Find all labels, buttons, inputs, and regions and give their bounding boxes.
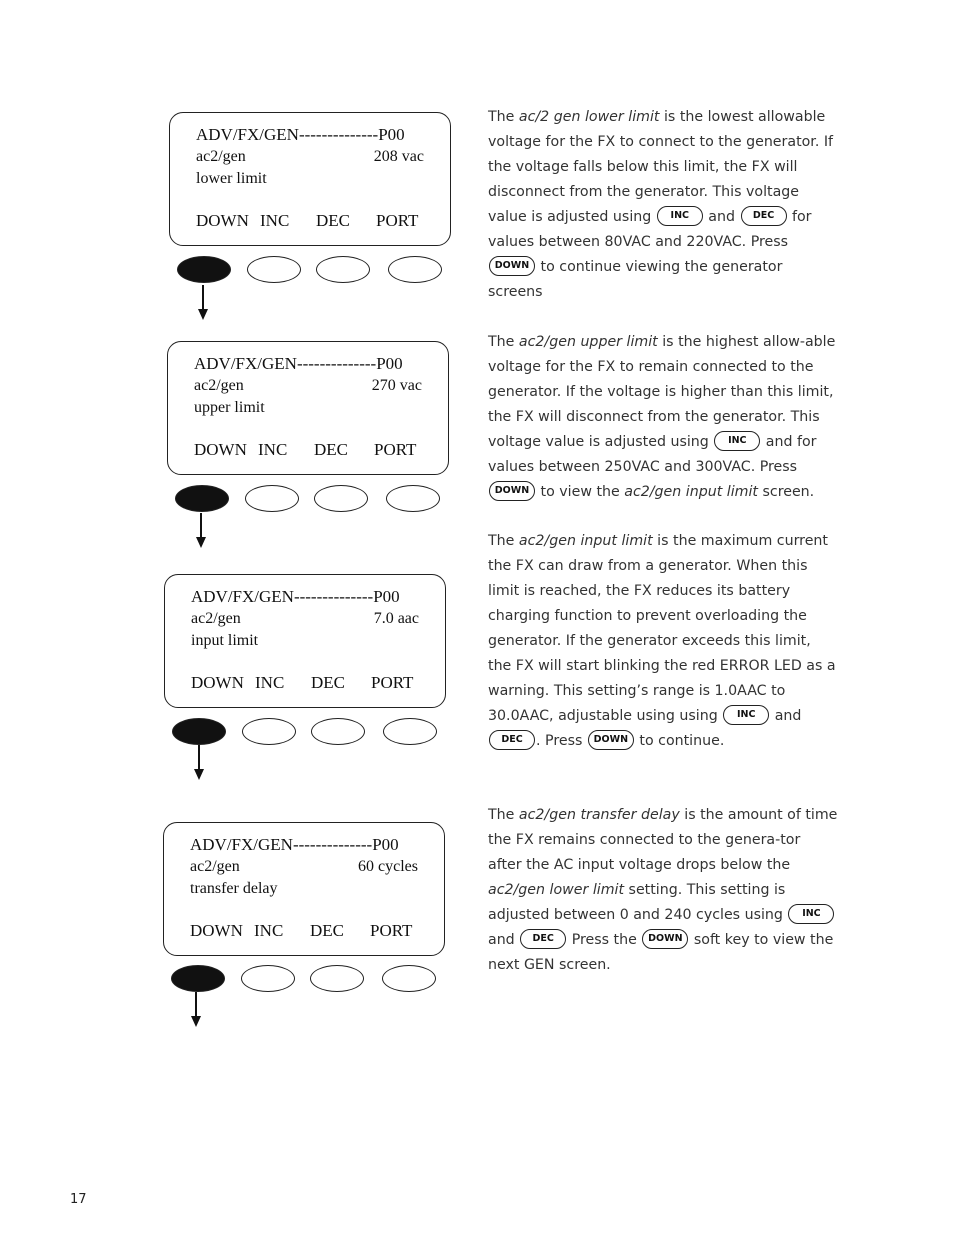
term: ac2/gen upper limit <box>518 334 658 350</box>
softkey-down-button[interactable] <box>171 965 225 992</box>
softkey-row <box>177 256 447 286</box>
description-lower-limit <box>488 105 838 305</box>
softkey-label-dec: DEC <box>316 211 350 230</box>
screen-value: 7.0 aac <box>373 610 419 627</box>
text: soft key to view the next GEN screen. <box>488 932 834 973</box>
text: and for values between 250VAC and 300VAC. Press <box>488 434 817 475</box>
softkey-label-port: PORT <box>376 211 419 230</box>
softkey-down-button[interactable] <box>177 256 231 283</box>
term: ac2/gen lower limit <box>488 882 625 898</box>
term: ac/2 gen lower limit <box>518 109 660 125</box>
softkey-port-button[interactable] <box>388 256 442 283</box>
softkey-label-down: DOWN <box>194 440 247 459</box>
softkey-label-inc: INC <box>258 440 288 459</box>
screen-value: 270 vac <box>371 377 422 394</box>
text: and <box>488 932 520 948</box>
lcd-screen-upper-limit <box>167 341 449 475</box>
description-transfer-delay <box>488 803 838 978</box>
softkey-label-inc: INC <box>255 673 285 692</box>
text: is the maximum current the FX can draw from a generator. When this limit is reached, the FX reduces its battery charging function to prevent overloading the generator. If the generator exceeds this limit, the FX will start blinking the red ERROR LED as a warning. This setting’s range is 1.0AAC to 30.0AAC, adjustable using using <box>488 533 836 724</box>
screen-sublabel: lower limit <box>196 170 267 187</box>
screen-sublabel: input limit <box>191 632 259 649</box>
softkey-label-down: DOWN <box>191 673 244 692</box>
term: ac2/gen transfer delay <box>518 807 680 823</box>
text: screen. <box>758 484 815 500</box>
softkey-port-button[interactable] <box>386 485 440 512</box>
text: Press the <box>567 932 642 948</box>
term: ac2/gen input limit <box>624 484 758 500</box>
screen-header: ADV/FX/GEN--------------P00 <box>190 835 399 854</box>
down-arrow-icon <box>193 745 205 781</box>
softkey-row <box>172 718 442 748</box>
text: is the amount of time the FX remains connected to the genera-tor after the AC input voltage drops below the <box>488 807 838 873</box>
down-arrow-icon <box>197 285 209 321</box>
softkey-label-down: DOWN <box>190 921 243 940</box>
page-number: 17 <box>70 1192 87 1207</box>
softkey-dec-button[interactable] <box>314 485 368 512</box>
softkey-label-inc: INC <box>260 211 290 230</box>
down-key-icon: DOWN <box>642 929 688 949</box>
term: ac2/gen input limit <box>518 533 653 549</box>
inc-key-icon: INC <box>714 431 760 451</box>
description-input-limit <box>488 529 838 754</box>
lcd-screen-input-limit <box>164 574 446 708</box>
softkey-label-down: DOWN <box>196 211 249 230</box>
softkey-row <box>171 965 441 995</box>
softkey-label-port: PORT <box>374 440 417 459</box>
text: to continue viewing the generator screens <box>488 259 783 300</box>
text: . Press <box>536 733 587 749</box>
down-arrow-icon <box>195 513 207 549</box>
screen-header: ADV/FX/GEN--------------P00 <box>196 125 405 144</box>
softkey-dec-button[interactable] <box>310 965 364 992</box>
softkey-inc-button[interactable] <box>242 718 296 745</box>
down-arrow-icon <box>190 992 202 1028</box>
down-key-icon: DOWN <box>489 256 535 276</box>
screen-value: 208 vac <box>373 148 424 165</box>
lcd-screen-transfer-delay <box>163 822 445 956</box>
text: for values between 80VAC and 220VAC. Press <box>488 209 812 250</box>
inc-key-icon: INC <box>723 705 769 725</box>
text: to view the <box>536 484 625 500</box>
text: setting. This setting is adjusted between 0 and 240 cycles using <box>488 882 788 923</box>
text: The <box>488 109 519 125</box>
screen-header: ADV/FX/GEN--------------P00 <box>191 587 400 606</box>
text: is the highest allow-able voltage for the FX to remain connected to the generator. If the voltage is higher than this limit, the FX will disconnect from the generator. This voltage value is adjusted using <box>488 334 836 450</box>
text: The <box>488 533 519 549</box>
softkey-label-dec: DEC <box>314 440 348 459</box>
screen-label: ac2/gen <box>196 148 246 165</box>
inc-key-icon: INC <box>788 904 834 924</box>
text: The <box>488 807 519 823</box>
softkey-inc-button[interactable] <box>245 485 299 512</box>
softkey-down-button[interactable] <box>175 485 229 512</box>
dec-key-icon: DEC <box>741 206 787 226</box>
text: to continue. <box>634 733 725 749</box>
softkey-inc-button[interactable] <box>241 965 295 992</box>
screen-label: ac2/gen <box>190 858 240 875</box>
screen-value: 60 cycles <box>358 858 418 875</box>
softkey-port-button[interactable] <box>382 965 436 992</box>
softkey-port-button[interactable] <box>383 718 437 745</box>
softkey-down-button[interactable] <box>172 718 226 745</box>
text: and <box>703 209 740 225</box>
inc-key-icon: INC <box>657 206 703 226</box>
description-upper-limit <box>488 330 838 505</box>
text: is the lowest allowable voltage for the FX to connect to the generator. If the voltage falls below this limit, the FX will disconnect from the generator. This voltage value is adjusted using <box>488 109 834 225</box>
screen-header: ADV/FX/GEN--------------P00 <box>194 354 403 373</box>
softkey-label-port: PORT <box>370 921 413 940</box>
softkey-inc-button[interactable] <box>247 256 301 283</box>
softkey-dec-button[interactable] <box>311 718 365 745</box>
down-key-icon: DOWN <box>489 481 535 501</box>
softkey-label-dec: DEC <box>310 921 344 940</box>
softkey-label-inc: INC <box>254 921 284 940</box>
screen-label: ac2/gen <box>194 377 244 394</box>
text: The <box>488 334 519 350</box>
softkey-row <box>175 485 445 515</box>
softkey-label-dec: DEC <box>311 673 345 692</box>
lcd-screen-lower-limit <box>169 112 451 246</box>
screen-sublabel: upper limit <box>194 399 265 416</box>
screen-label: ac2/gen <box>191 610 241 627</box>
softkey-label-port: PORT <box>371 673 414 692</box>
screen-sublabel: transfer delay <box>190 880 278 897</box>
text: and <box>770 708 802 724</box>
dec-key-icon: DEC <box>520 929 566 949</box>
dec-key-icon: DEC <box>489 730 535 750</box>
softkey-dec-button[interactable] <box>316 256 370 283</box>
down-key-icon: DOWN <box>588 730 634 750</box>
